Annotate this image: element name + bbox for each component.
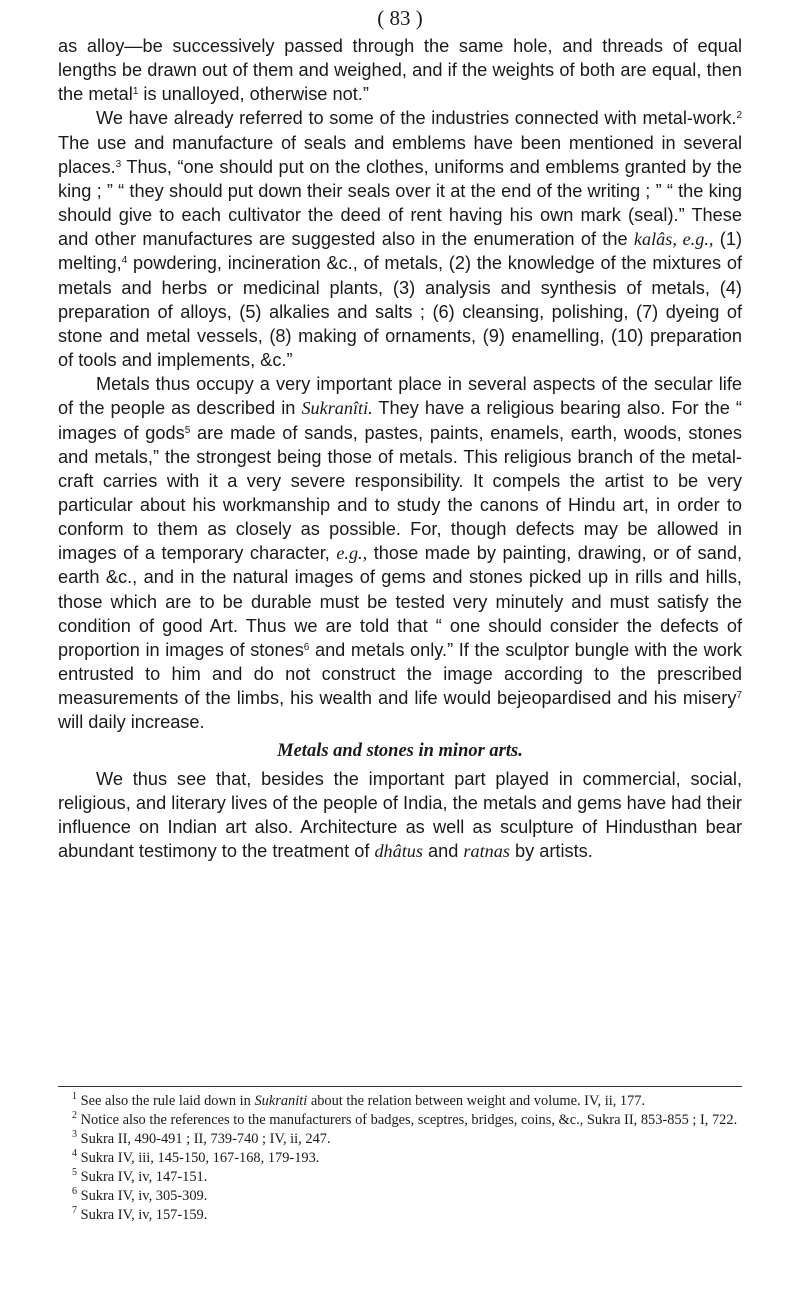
footnote-divider xyxy=(58,1086,742,1087)
footnote-ref-6: 6 xyxy=(303,641,310,653)
footnote-ref-5: 5 xyxy=(184,424,191,436)
footnote-7: $^7$ Sukra IV, iv, 157-159. xyxy=(72,1205,208,1223)
footnote-1: $^1$ See also the rule laid down in Sukraniti about the relation between weight and volume. IV, ii, 177. xyxy=(72,1091,646,1109)
eg-abbrev: e.g., xyxy=(336,543,368,564)
sukraniti-title: Sukranîti. xyxy=(301,398,373,419)
footnote-ref-3: 3 xyxy=(115,158,122,170)
dhatus-term: dhâtus xyxy=(374,841,423,861)
footnote-2: $^2$ Notice also the references to the manufacturers of badges, sceptres, bridges, coins, &c., Sukra II, 853-855 ; I, 722. xyxy=(72,1110,738,1128)
ratnas-term: ratnas xyxy=(463,841,510,861)
main-text xyxy=(58,34,742,863)
footnote-ref-1: 1 xyxy=(132,86,139,98)
footnote-6: $^6$ Sukra IV, iv, 305-309. xyxy=(72,1186,208,1204)
paragraph-4: We thus see that, besides the important part played in commercial, social, religious, and literary lives of the people of India, the metals and gems have had their influence on Indian art also. Architecture as well as sculpture of Hindusthan bear abundant testimony to the treatment of dhâtus and ratnas by artists. xyxy=(58,768,742,861)
section-heading: Metals and stones in minor arts. xyxy=(277,740,523,761)
footnote-5: $^5$ Sukra IV, iv, 147-151. xyxy=(72,1167,208,1185)
footnotes xyxy=(58,1092,742,1225)
paragraph-3: Metals thus occupy a very important place in several aspects of the secular life of the people as described in Sukranîti. They have a religious bearing also. For the “ images of gods$^5$ are made of sands, pastes, paints, enamels, earth, woods, stones and metals,” the strongest being those of metals. This religious branch of the metal-craft carries with it a very severe responsibility. It compels the artist to be very particular about his workmanship and to study the canons of Hindu art, in order to conform to them as closely as possible. For, though defects may be allowed in images of a temporary character, e.g., those made by painting, drawing, or of sand, earth &c., and in the natural images of gems and stones picked up in rills and hills, those which are to be durable must be tested very minutely and must satisfy the condition of good Art. Thus we are told that “ one should consider the defects of proportion in images of stones$^6$ and metals only.” If the sculptor bungle with the work entrusted to him and do not construct the image according to the prescribed measurements of the limbs, his wealth and life would bejeopardised and his misery$^7$ will daily increase. xyxy=(58,374,743,733)
kalas-term: kalâs, e.g., xyxy=(633,229,714,250)
page-number: ( 83 ) xyxy=(377,6,423,30)
footnote-ref-4: 4 xyxy=(121,255,128,267)
footnote-ref-7: 7 xyxy=(736,690,742,702)
footnote-4: $^4$ Sukra IV, iii, 145-150, 167-168, 179-193. xyxy=(72,1148,320,1166)
footnote-3: $^3$ Sukra II, 490-491 ; II, 739-740 ; IV, ii, 247. xyxy=(72,1129,331,1147)
paragraph-1: as alloy—be successively passed through the same hole, and threads of equal lengths be drawn out of them and weighed, and if the weights of both are equal, then the metal$^1$ is unalloyed, otherwise not.” xyxy=(58,36,742,105)
footnote-ref-2: 2 xyxy=(736,110,742,122)
paragraph-2: We have already referred to some of the industries connected with metal-work.$^2$ The use and manufacture of seals and emblems have been mentioned in several places.$^3$ Thus, “one should put on the clothes, uniforms and emblems granted by the king ; ” “ they should put down their seals over it at the end of the writing ; ” “ the king should give to each cultivator the deed of rent having his own mark (seal).” These and other manufactures are suggested also in the enumeration of the kalâs, e.g., (1) melting,$^4$ powdering, incineration &c., of metals, (2) the knowledge of the mixtures of metals and herbs or medicinal plants, (3) analysis and synthesis of metals, (4) preparation of alloys, (5) alkalies and salts ; (6) cleansing, polishing, (7) dyeing of stone and metal vessels, (8) making of ornaments, (9) enamelling, (10) preparation of tools and implements, &c.” xyxy=(58,108,743,371)
